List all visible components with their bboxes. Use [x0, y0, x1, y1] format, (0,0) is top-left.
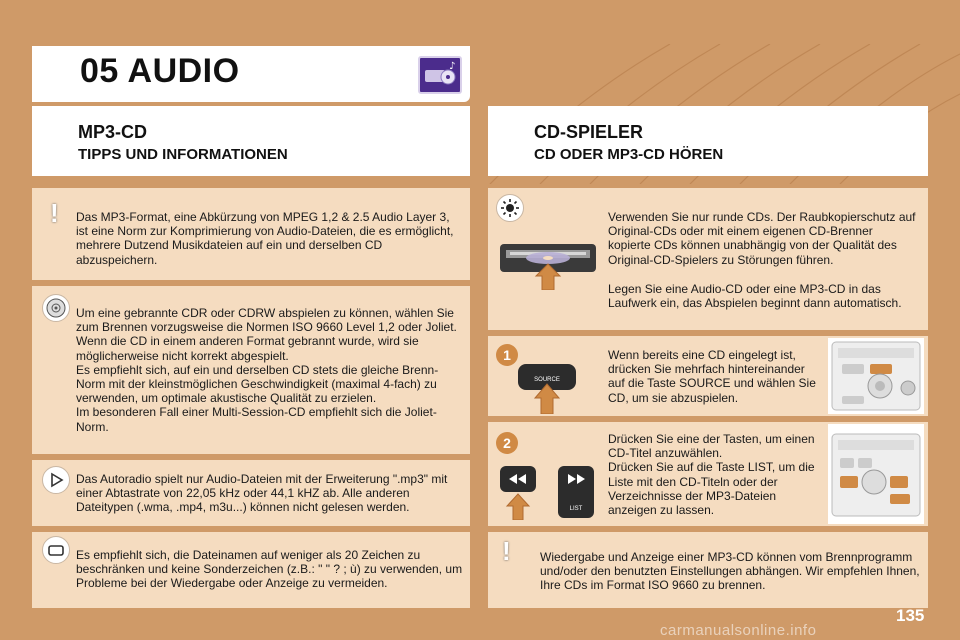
cd-icon	[42, 294, 70, 322]
source-button-illustration[interactable]	[518, 362, 576, 414]
step-number-2: 2	[496, 432, 518, 454]
page-title: 05 AUDIO	[80, 52, 240, 90]
step-number-1: 1	[496, 344, 518, 366]
info-text: Drücken Sie eine der Tasten, um einen CD-Titel anzuwählen. Drücken Sie auf die Taste LIST, um die Liste mit den CD-Titeln oder der Verzeichnisse der MP3-Dateien anzeigen zu lassen.	[608, 432, 815, 518]
right-header-subtitle: CD ODER MP3-CD HÖREN	[534, 146, 724, 163]
info-text: Es empfiehlt sich, die Dateinamen auf weniger als 20 Zeichen zu beschränken und keine Sonderzeichen (z.B.: " " ? ; ù) zu verwenden, um Probleme bei der Wiedergabe oder Anzeige zu vermeiden.	[76, 548, 463, 591]
audio-section-icon	[418, 56, 462, 94]
play-icon	[42, 466, 70, 494]
step-1-box	[488, 336, 928, 416]
list-button-label: LIST	[569, 506, 583, 512]
page-number: 135	[896, 606, 925, 625]
step-2-box	[488, 422, 928, 526]
note-box	[488, 532, 928, 608]
info-text: Das MP3-Format, eine Abkürzung von MPEG 1,2 & 2.5 Audio Layer 3, ist eine Norm zur Komprimierung von Audio-Dateien, die es ermöglicht, mehrere Dutzend Musikdateien auf ein und derselben CD abzuspeichern.	[76, 210, 454, 267]
right-section-header	[488, 106, 928, 176]
info-box-burning	[32, 286, 470, 454]
info-text: Das Autoradio spielt nur Audio-Dateien mit der Erweiterung ".mp3" mit einer Abtastrate von 22,05 kHz oder 44,1 kHZ ab. Alle anderen Dateitypen (.wma, .mp4, m3u...) können nicht gelesen werden.	[76, 472, 448, 515]
info-text: Wenn bereits eine CD eingelegt ist, drücken Sie mehrfach hintereinander auf die Taste SOURCE und wählen Sie CD, um sie abzuspielen.	[608, 348, 816, 405]
info-box-mp3-format	[32, 188, 470, 280]
cd-slot-illustration	[500, 236, 596, 290]
left-header-subtitle: TIPPS UND INFORMATIONEN	[78, 146, 288, 163]
left-section-header	[32, 106, 470, 176]
exclamation-icon: !	[50, 198, 59, 228]
source-button-label: SOURCE	[534, 377, 560, 383]
left-header-title: MP3-CD	[78, 122, 148, 142]
sun-icon	[496, 194, 524, 222]
radio-panel-illustration	[828, 424, 924, 524]
info-text: Legen Sie eine Audio-CD oder eine MP3-CD in das Laufwerk ein, das Abspielen beginnt dann automatisch.	[608, 282, 902, 311]
info-box-filenames	[32, 532, 470, 608]
watermark: carmanualsonline.info	[660, 622, 817, 639]
info-text: Um eine gebrannte CDR oder CDRW abspielen zu können, wählen Sie zum Brennen vorzugsweise die Normen ISO 9660 Level 1,2 oder Joliet. Wenn die CD in einem anderen Format gebrannt wurde, wird sie möglicherweise nicht korrekt abgespielt. Es empfiehlt sich, auf ein und derselben CD stets die gleiche Brenn-Norm mit der kleinstmöglichen Geschwindigkeit (maximal 4-fach) zu verwenden, um optimale akustische Qualität zu erzielen. Im besonderen Fall einer Multi-Session-CD empfiehlt sich die Joliet-Norm.	[76, 306, 457, 434]
info-text: Verwenden Sie nur runde CDs. Der Raubkopierschutz auf Original-CDs oder mit einem eigenen CD-Brenner kopierte CDs können unabhängig von der Qualität des Original-CD-Spielers zu Störungen führen.	[608, 210, 916, 267]
previous-track-button-illustration[interactable]	[500, 466, 536, 520]
svg-text:♪: ♪	[449, 61, 456, 72]
cd-insert-box	[488, 188, 928, 330]
info-box-file-types	[32, 460, 470, 526]
radio-panel-illustration	[828, 338, 924, 414]
rectangle-icon	[42, 536, 70, 564]
exclamation-icon: !	[502, 536, 511, 566]
next-track-button-illustration[interactable]	[558, 466, 594, 520]
right-header-title: CD-SPIELER	[534, 122, 644, 142]
info-text: Wiedergabe und Anzeige einer MP3-CD können vom Brennprogramm und/oder den benutzten Einstellungen abhängen. Wir empfehlen Ihnen, Ihre CDs im Format ISO 9660 zu brennen.	[540, 550, 920, 593]
